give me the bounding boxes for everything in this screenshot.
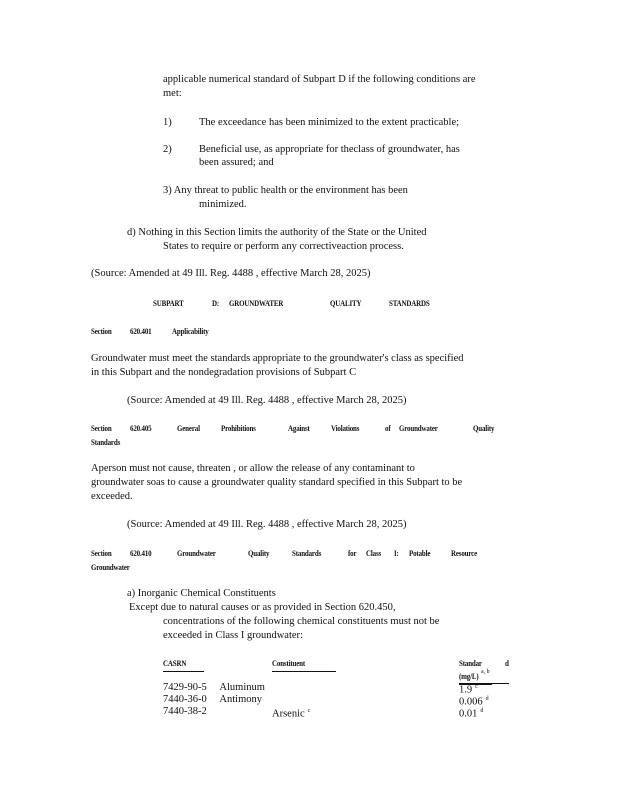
section-title-word: Groundwater [177, 548, 216, 558]
section-405-body-line-3: exceeded. [91, 491, 133, 502]
section-title-word: Class [366, 548, 382, 558]
intro-line-2: met: [163, 88, 182, 99]
section-405-body-line-2: groundwater soas to cause a groundwater quality standard specified in this Subpart to be [91, 477, 463, 488]
section-title-word: Violations [331, 423, 360, 433]
subpart-heading-word: STANDARDS [389, 298, 430, 308]
table-header-units: (mg/L) [459, 670, 492, 685]
para-d-line-2: States to require or perform any correctiveaction process. [163, 241, 404, 252]
section-title-word: for [348, 548, 357, 558]
section-title-word: I: [394, 548, 399, 558]
section-405-body-line-1: Aperson must not cause, threaten , or allow the release of any contaminant to [91, 463, 415, 474]
casrn-cell: 7440-38-2 [163, 706, 207, 717]
standard-cell: 0.01 $^d$ [459, 708, 484, 720]
section-401-body-line-1: Groundwater must meet the standards appropriate to the groundwater's class as specified [91, 353, 464, 364]
section-401-body-line-2: in this Subpart and the nondegradation provisions of Subpart C [91, 367, 357, 378]
section-title-word: Resource [451, 548, 478, 558]
table-header-standard-d: d [505, 658, 509, 668]
condition-1-number: 1) [163, 117, 172, 128]
table-header-standard: Standar [459, 658, 482, 668]
section-title-word: Groundwater [399, 423, 438, 433]
table-header-units-sup: a, b [481, 669, 490, 675]
casrn-cell: 7440-36-0 [163, 694, 207, 705]
constituent-cell: Antimony [219, 694, 263, 705]
subpart-heading-word: GROUNDWATER [229, 298, 284, 308]
subpart-heading-word: SUBPART [153, 298, 184, 308]
section-title-word: of [385, 423, 391, 433]
source-note: (Source: Amended at 49 Ill. Reg. 4488 , effective March 28, 2025) [91, 268, 371, 279]
table-header-casrn: CASRN [163, 657, 204, 672]
section-title-word: Prohibitions [221, 423, 256, 433]
section-title: Applicability [172, 326, 209, 336]
section-title-word: Standards [292, 548, 322, 558]
section-401-source: (Source: Amended at 49 Ill. Reg. 4488 , effective March 28, 2025) [127, 395, 407, 406]
section-label: Section [91, 423, 112, 433]
condition-2-line-1: Beneficial use, as appropriate for theclass of groundwater, has [199, 144, 460, 155]
condition-3-line-1: 3) Any threat to public health or the environment has been [163, 185, 408, 196]
condition-3-line-2: minimized. [199, 199, 247, 210]
casrn-cell: 7429-90-5 [163, 682, 207, 693]
table-header-constituent: Constituent [272, 657, 336, 672]
section-number: 620.401 [130, 326, 152, 336]
para-d-line-1: d) Nothing in this Section limits the authority of the State or the United [127, 227, 427, 238]
subsection-a-heading: a) Inorganic Chemical Constituents [127, 588, 276, 599]
section-title-word: Against [288, 423, 310, 433]
section-title-line-2: Groundwater [91, 562, 130, 572]
condition-2-number: 2) [163, 144, 172, 155]
section-title-word: General [177, 423, 200, 433]
section-title-word: Quality [473, 423, 495, 433]
section-title-line-2: Standards [91, 437, 121, 447]
section-title-word: Quality [248, 548, 270, 558]
constituent-cell: Aluminum [219, 682, 265, 693]
section-label: Section [91, 548, 112, 558]
constituent-cell: Arsenic $^c$ [272, 708, 311, 720]
subpart-heading-word: D: [212, 298, 220, 308]
intro-line-1: applicable numerical standard of Subpart D if the following conditions are [163, 74, 476, 85]
condition-1-text: The exceedance has been minimized to the extent practicable; [199, 117, 460, 128]
standard-cell: 0.006 $^d$ [459, 696, 489, 708]
section-405-source: (Source: Amended at 49 Ill. Reg. 4488 , effective March 28, 2025) [127, 519, 407, 530]
except-line-2: concentrations of the following chemical constituents must not be [163, 616, 440, 627]
subpart-heading-word: QUALITY [330, 298, 362, 308]
except-line-1: Except due to natural causes or as provided in Section 620.450, [129, 602, 396, 613]
section-label: Section [91, 326, 112, 336]
section-title-word: Potable [409, 548, 431, 558]
section-number: 620.405 [130, 423, 152, 433]
except-line-3: exceeded in Class I groundwater: [163, 630, 303, 641]
section-number: 620.410 [130, 548, 152, 558]
standard-cell: 1.9 $^c$ [459, 684, 478, 696]
condition-2-line-2: been assured; and [199, 157, 274, 168]
